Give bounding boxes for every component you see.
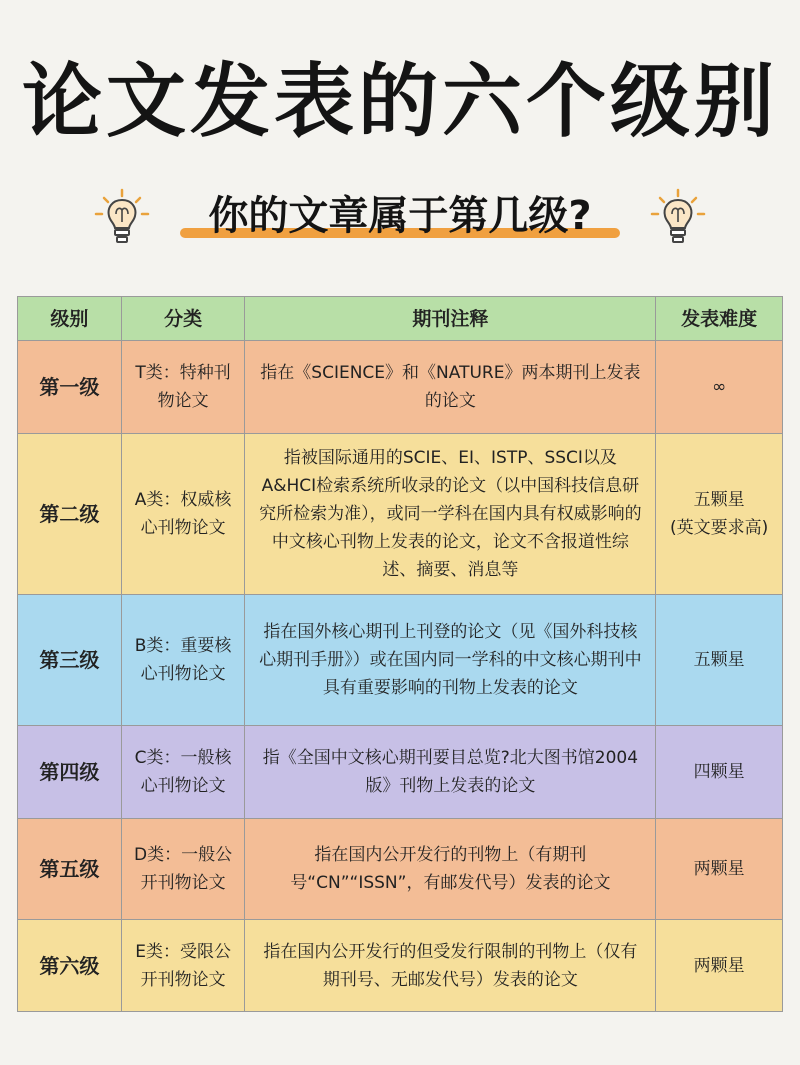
note-cell: 指在国外核心期刊上刊登的论文（见《国外科技核心期刊手册》）或在国内同一学科的中文核心期刊中具有重要影响的刊物上发表的论文 xyxy=(245,595,656,725)
difficulty-cell: ∞ xyxy=(712,377,727,397)
header-difficulty: 发表难度 xyxy=(681,307,758,330)
table-row xyxy=(18,819,782,920)
category-cell: A类：权威核心刊物论文 xyxy=(122,434,246,594)
category-cell: T类：特种刊物论文 xyxy=(122,341,246,433)
difficulty-cell: 五颗星 (英文要求高) xyxy=(670,490,769,538)
note-cell: 指在《SCIENCE》和《NATURE》两本期刊上发表的论文 xyxy=(245,341,656,433)
difficulty-cell: 两颗星 xyxy=(693,859,745,879)
level-cell: 第一级 xyxy=(18,341,122,433)
difficulty-cell: 四颗星 xyxy=(693,762,745,782)
table-row xyxy=(18,341,782,434)
subtitle: 你的文章属于第几级? xyxy=(208,193,592,239)
table-row xyxy=(18,920,782,1011)
category-cell: E类：受限公开刊物论文 xyxy=(122,920,246,1011)
header-category: 分类 xyxy=(122,297,246,340)
category-cell: B类：重要核心刊物论文 xyxy=(122,595,246,725)
header-note: 期刊注释 xyxy=(245,297,656,340)
lightbulb-brain-icon xyxy=(650,188,706,248)
table-row xyxy=(18,434,782,595)
note-cell: 指被国际通用的SCIE、EI、ISTP、SSCI以及A&HCI检索系统所收录的论文（以中国科技信息研究所检索为准），或同一学科在国内具有权威影响的中文核心刊物上发表的论文，论文不含报道性综述、摘要、消息等 xyxy=(245,434,656,594)
difficulty-cell: 两颗星 xyxy=(693,955,745,976)
note-cell: 指在国内公开发行的刊物上（有期刊号“CN”“ISSN”，有邮发代号）发表的论文 xyxy=(245,819,656,919)
table-header-row xyxy=(18,297,782,341)
table-row xyxy=(18,595,782,726)
category-cell: C类：一般核心刊物论文 xyxy=(122,726,246,818)
level-cell: 第二级 xyxy=(18,434,122,594)
note-cell: 指在国内公开发行的但受发行限制的刊物上（仅有期刊号、无邮发代号）发表的论文 xyxy=(245,920,656,1011)
levels-table xyxy=(17,296,783,1012)
note-cell: 指《全国中文核心期刊要目总览?北大图书馆2004版》刊物上发表的论文 xyxy=(245,726,656,818)
header-level: 级别 xyxy=(18,297,122,340)
page-title: 论文发表的六个级别 xyxy=(22,55,778,148)
lightbulb-brain-icon xyxy=(94,188,150,248)
level-cell: 第四级 xyxy=(18,726,122,818)
category-cell: D类：一般公开刊物论文 xyxy=(122,819,246,919)
level-cell: 第六级 xyxy=(18,920,122,1011)
level-cell: 第三级 xyxy=(18,595,122,725)
level-cell: 第五级 xyxy=(18,819,122,919)
table-row xyxy=(18,726,782,819)
difficulty-cell: 五颗星 xyxy=(693,650,745,670)
